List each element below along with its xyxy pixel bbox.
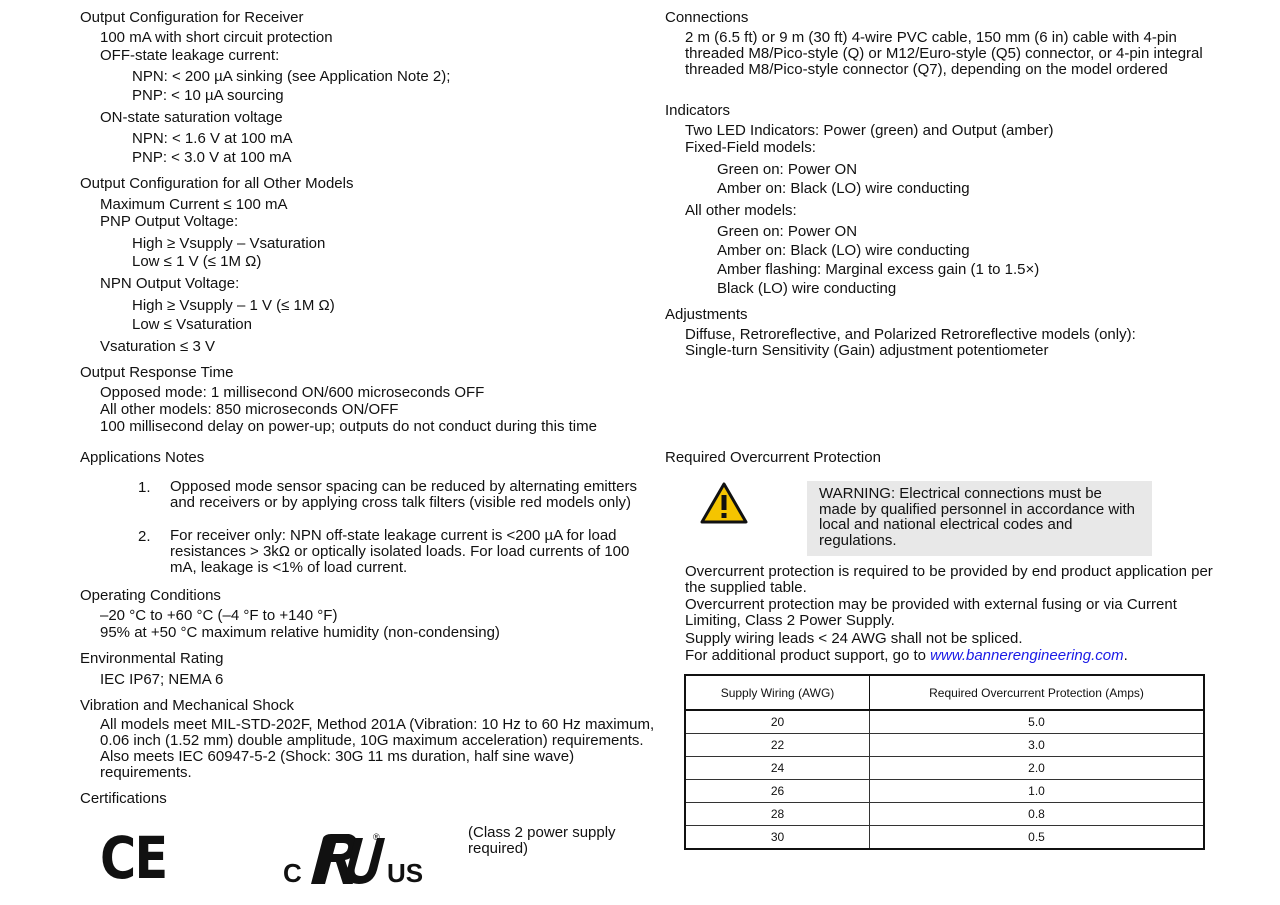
receiver-line2: OFF-state leakage current: [100, 47, 280, 64]
indicators-other-flash: Amber flashing: Marginal excess gain (1 to 1.5×) [717, 261, 1040, 278]
vibration-title: Vibration and Mechanical Shock [80, 697, 295, 714]
other-pnp-title: PNP Output Voltage: [100, 213, 239, 230]
awg-cell: 30 [685, 826, 870, 850]
amps-cell: 1.0 [870, 780, 1205, 803]
banner-website-link[interactable]: www.bannerengineering.com [930, 647, 1124, 664]
other-vsat: Vsaturation ≤ 3 V [100, 338, 215, 355]
note1-number: 1. [138, 479, 151, 496]
indicators-other-black: Black (LO) wire conducting [717, 280, 897, 297]
awg-cell: 22 [685, 734, 870, 757]
awg-cell: 28 [685, 803, 870, 826]
table-row [685, 826, 1204, 850]
response-line1: Opposed mode: 1 millisecond ON/600 microseconds OFF [100, 384, 485, 401]
receiver-npn-sat: NPN: < 1.6 V at 100 mA [132, 130, 293, 147]
table-header-row [685, 675, 1204, 710]
receiver-title: Output Configuration for Receiver [80, 9, 304, 26]
env-line1: IEC IP67; NEMA 6 [100, 671, 224, 688]
adjustments-title: Adjustments [665, 306, 748, 323]
cert-title: Certifications [80, 790, 167, 807]
note2-number: 2. [138, 528, 151, 545]
warning-icon [700, 482, 748, 524]
other-npn-title: NPN Output Voltage: [100, 275, 240, 292]
ul-us-text: US [387, 858, 424, 888]
table-row [685, 734, 1204, 757]
table-row [685, 710, 1204, 734]
table-header-awg: Supply Wiring (AWG) [685, 675, 870, 710]
awg-cell: 26 [685, 780, 870, 803]
other-npn-low: Low ≤ Vsaturation [132, 316, 252, 333]
overcurrent-p3: Supply wiring leads < 24 AWG shall not be spliced. [685, 630, 1023, 647]
other-pnp-low: Low ≤ 1 V (≤ 1M Ω) [132, 253, 262, 270]
amps-cell: 3.0 [870, 734, 1205, 757]
vibration-text: All models meet MIL-STD-202F, Method 201A (Vibration: 10 Hz to 60 Hz maximum, 0.06 inch (1.52 mm) double amplitude, 10G maximum acceleration) requirements. Also meets IEC 60947-5-2 (Shock: 30G 11 ms duration, half sine wave) requirements. [100, 716, 655, 781]
receiver-line1: 100 mA with short circuit protection [100, 29, 333, 46]
indicators-other-title: All other models: [685, 202, 797, 219]
adjustments-line2: Single-turn Sensitivity (Gain) adjustment potentiometer [685, 342, 1049, 359]
indicators-line1: Two LED Indicators: Power (green) and Output (amber) [685, 122, 1054, 139]
indicators-other-green: Green on: Power ON [717, 223, 858, 240]
indicators-fixed-green: Green on: Power ON [717, 161, 858, 178]
support-prefix: For additional product support, go to [685, 647, 931, 664]
support-suffix: . [1123, 647, 1128, 664]
table-header-amps: Required Overcurrent Protection (Amps) [870, 675, 1205, 710]
overcurrent-title: Required Overcurrent Protection [665, 449, 881, 466]
adjustments-line1: Diffuse, Retroreflective, and Polarized Retroreflective models (only): [685, 326, 1136, 343]
receiver-pnp-sat: PNP: < 3.0 V at 100 mA [132, 149, 292, 166]
table-row [685, 803, 1204, 826]
response-title: Output Response Time [80, 364, 234, 381]
other-max-current: Maximum Current ≤ 100 mA [100, 196, 288, 213]
warning-label: WARNING: [819, 485, 896, 502]
other-models-title: Output Configuration for all Other Models [80, 175, 354, 192]
ul-recognized-logo [283, 832, 423, 890]
indicators-title: Indicators [665, 102, 731, 119]
overcurrent-p4 [685, 647, 1128, 664]
other-npn-high: High ≥ Vsupply – 1 V (≤ 1M Ω) [132, 297, 335, 314]
amps-cell: 0.8 [870, 803, 1205, 826]
operating-title: Operating Conditions [80, 587, 221, 604]
table-row [685, 780, 1204, 803]
receiver-npn-leak: NPN: < 200 µA sinking (see Application Note 2); [132, 68, 451, 85]
indicators-other-amber: Amber on: Black (LO) wire conducting [717, 242, 970, 259]
connections-title: Connections [665, 9, 749, 26]
class2-note: (Class 2 power supply required) [468, 824, 616, 857]
ul-registered-mark: ® [373, 832, 380, 842]
response-line3: 100 millisecond delay on power-up; outputs do not conduct during this time [100, 418, 597, 435]
overcurrent-table [684, 674, 1205, 850]
other-pnp-high: High ≥ Vsupply – Vsaturation [132, 235, 326, 252]
warning-text [819, 486, 1139, 548]
amps-cell: 2.0 [870, 757, 1205, 780]
table-row [685, 757, 1204, 780]
response-line2: All other models: 850 microseconds ON/OFF [100, 401, 399, 418]
notes-title: Applications Notes [80, 449, 205, 466]
ul-c-text: C [283, 858, 302, 888]
ce-mark-logo: CE [100, 824, 167, 892]
note1-text: Opposed mode sensor spacing can be reduced by alternating emitters and receivers or by applying cross talk filters (visible red models only) [170, 478, 637, 511]
warning-box [807, 481, 1152, 556]
connections-text: 2 m (6.5 ft) or 9 m (30 ft) 4-wire PVC cable, 150 mm (6 in) cable with 4-pin threaded M8/Pico-style (Q) or M12/Euro-style (Q5) connector, or 4-pin integral threaded M8/Pico-style connector (Q7), depending on the model ordered [685, 29, 1203, 78]
indicators-fixed-amber: Amber on: Black (LO) wire conducting [717, 180, 970, 197]
env-title: Environmental Rating [80, 650, 224, 667]
receiver-line3: ON-state saturation voltage [100, 109, 283, 126]
receiver-pnp-leak: PNP: < 10 µA sourcing [132, 87, 284, 104]
note2-text: For receiver only: NPN off-state leakage current is <200 µA for load resistances > 3kΩ or optically isolated loads. For load currents of 100 mA, leakage is <1% of load current. [170, 527, 630, 576]
indicators-fixed-title: Fixed-Field models: [685, 139, 816, 156]
operating-line1: –20 °C to +60 °C (–4 °F to +140 °F) [100, 607, 338, 624]
amps-cell: 5.0 [870, 710, 1205, 734]
awg-cell: 20 [685, 710, 870, 734]
awg-cell: 24 [685, 757, 870, 780]
overcurrent-p1: Overcurrent protection is required to be provided by end product application per the supplied table. [685, 563, 1213, 596]
amps-cell: 0.5 [870, 826, 1205, 850]
operating-line2: 95% at +50 °C maximum relative humidity (non-condensing) [100, 624, 500, 641]
warning-body: Electrical connections must be made by qualified personnel in accordance with local and national electrical codes and regulations. [819, 485, 1136, 549]
overcurrent-p2: Overcurrent protection may be provided with external fusing or via Current Limiting, Class 2 Power Supply. [685, 596, 1177, 629]
